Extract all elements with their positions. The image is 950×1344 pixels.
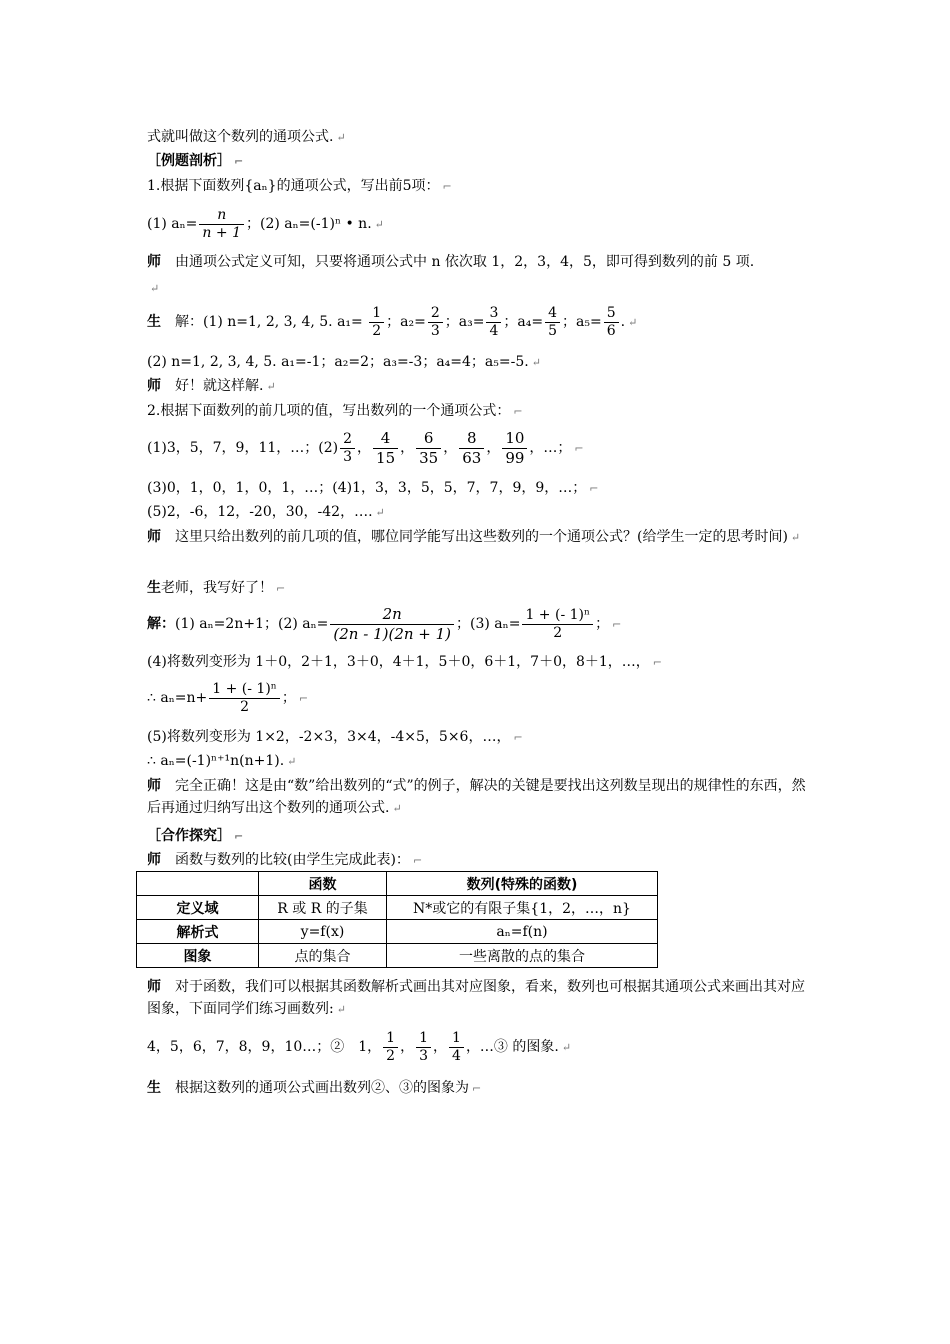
fraction: $\frac{2}{3}$ bbox=[340, 431, 355, 466]
fraction: $\frac{\text{1 + (- 1)ⁿ}}{2}$ bbox=[209, 681, 280, 716]
fraction: $\frac{2}{3}$ bbox=[428, 305, 443, 340]
question-2-line-1: (1)3，5，7，9，11，…；(2) $\frac{2}{3}$ ， $\frac{4}{15}$ ， $\frac{6}{35}$ ， $\frac{8}{63}$ ， $\frac{10}{99}$ ，…； ⌐ bbox=[147, 428, 584, 467]
table-cell: 函数 bbox=[259, 872, 387, 896]
teacher-line: 师 函数与数列的比较(由学生完成此表)： ⌐ bbox=[147, 852, 423, 868]
section-heading: ［例题剖析］ ⌐ bbox=[147, 153, 244, 169]
fraction: $\frac{3}{4}$ bbox=[486, 305, 501, 340]
section-heading: ［合作探究］ ⌐ bbox=[147, 828, 244, 844]
table-cell: 图象 bbox=[137, 944, 259, 968]
table-cell: 解析式 bbox=[137, 920, 259, 944]
table-cell bbox=[137, 872, 259, 896]
teacher-paragraph: 师 这里只给出数列的前几项的值，哪位同学能写出这些数列的一个通项公式？(给学生一定的思考时间) ↵ bbox=[147, 529, 801, 545]
question-2-line-3: (3)0，1，0，1，0，1，…；(4)1，3，3，5，5，7，7，9，9，…； ⌐ bbox=[147, 480, 599, 496]
fraction: $\frac{\text{1 + (- 1)ⁿ}}{2}$ bbox=[522, 607, 593, 642]
teacher-line: 师 由通项公式定义可知，只要将通项公式中 n 依次取 1，2，3，4，5，即可得到数列的前 5 项. bbox=[147, 254, 755, 270]
student-line: 生老师，我写好了！ ⌐ bbox=[147, 580, 286, 596]
answer-line-5b: ∴ aₙ=(-1)ⁿ⁺¹n(n+1). ↵ bbox=[147, 753, 297, 769]
table-cell: 数列(特殊的函数) bbox=[387, 872, 658, 896]
answer-line-4b: ∴ aₙ=n+ $\frac{\text{1 + (- 1)ⁿ}}{2}$ ； ⌐ bbox=[147, 680, 309, 715]
teacher-paragraph: 师 完全正确！这是由“数”给出数列的“式”的例子，解决的关键是要找出这列数呈现出的规律性的东西，然后再通过归纳写出这个数列的通项公式. ↵ bbox=[147, 778, 806, 816]
student-line: 生 解：(1) n=1, 2, 3, 4, 5. a₁= $\frac{1}{2}$ ；a₂= $\frac{2}{3}$ ；a₃= $\frac{3}{4}$ ；a₄= $\frac{4}{5}$ ；a₅= $\frac{5}{6}$ . ↵ bbox=[147, 304, 638, 339]
table-row bbox=[137, 920, 658, 944]
fraction: $\frac{5}{6}$ bbox=[604, 305, 619, 340]
question-1: 1.根据下面数列{aₙ}的通项公式，写出前5项： ⌐ bbox=[147, 178, 452, 194]
table-cell: R 或 R 的子集 bbox=[259, 896, 387, 920]
table-row bbox=[137, 944, 658, 968]
fraction: $\frac{8}{63}$ bbox=[459, 429, 484, 468]
question-2: 2.根据下面数列的前几项的值，写出数列的一个通项公式： ⌐ bbox=[147, 403, 523, 419]
fraction: $\frac{1}{4}$ bbox=[449, 1030, 464, 1065]
table-cell: aₙ=f(n) bbox=[387, 920, 658, 944]
table-cell: 定义域 bbox=[137, 896, 259, 920]
student-line: 生 根据这数列的通项公式画出数列②、③的图象为 ⌐ bbox=[147, 1080, 482, 1096]
comparison-table bbox=[136, 871, 658, 968]
table-header-row bbox=[137, 872, 658, 896]
table-cell: N*或它的有限子集{1，2，…，n} bbox=[387, 896, 658, 920]
student-line-2: (2) n=1, 2, 3, 4, 5. a₁=-1；a₂=2；a₃=-3；a₄=4；a₅=-5. ↵ bbox=[147, 354, 541, 370]
text-line: 式就叫做这个数列的通项公式. ↵ bbox=[147, 129, 346, 145]
fraction: $\frac{1}{2}$ bbox=[383, 1030, 398, 1065]
para-mark: ↵ bbox=[150, 282, 160, 295]
fraction: $\frac{4}{5}$ bbox=[545, 305, 560, 340]
table-row bbox=[137, 896, 658, 920]
answer-line-1: 解：(1) aₙ=2n+1；(2) aₙ= $\frac{2n}{(2n - 1)(2n + 1)}$ ；(3) aₙ= $\frac{\text{1 + (- 1)ⁿ}}{2}$ ； ⌐ bbox=[147, 604, 622, 643]
fraction: $\frac{n}{n + 1}$ bbox=[199, 207, 244, 242]
fraction: $\frac{10}{99}$ bbox=[502, 429, 527, 468]
fraction: $\frac{6}{35}$ bbox=[416, 429, 441, 468]
fraction: $\frac{2n}{(2n - 1)(2n + 1)}$ bbox=[330, 605, 454, 644]
table-cell: y=f(x) bbox=[259, 920, 387, 944]
answer-line-4: (4)将数列变形为 1＋0，2＋1，3＋0，4＋1，5＋0，6＋1，7＋0，8＋1，…， ⌐ bbox=[147, 654, 663, 670]
answer-line-5: (5)将数列变形为 1×2，-2×3，3×4，-4×5，5×6，…， ⌐ bbox=[147, 729, 523, 745]
fraction: $\frac{1}{3}$ bbox=[416, 1030, 431, 1065]
fraction: $\frac{1}{2}$ bbox=[369, 305, 384, 340]
fraction: $\frac{4}{15}$ bbox=[373, 429, 398, 468]
sequence-line: 4，5，6，7，8，9，10…；② 1， $\frac{1}{2}$ ， $\frac{1}{3}$ ， $\frac{1}{4}$ ，…③ 的图象. ↵ bbox=[147, 1029, 572, 1064]
question-1-formulas: (1) aₙ= $\frac{n}{n + 1}$ ；(2) aₙ=(-1)ⁿ • n. ↵ bbox=[147, 206, 384, 241]
teacher-paragraph: 师 对于函数，我们可以根据其函数解析式画出其对应图象，看来，数列也可根据其通项公式来画出其对应图象，下面同学们练习画数列: ↵ bbox=[147, 979, 805, 1017]
table-cell: 点的集合 bbox=[259, 944, 387, 968]
teacher-line: 师 好！就这样解. ↵ bbox=[147, 378, 276, 394]
question-2-line-5: (5)2，-6，12，-20，30，-42，…. ↵ bbox=[147, 504, 385, 520]
table-cell: 一些离散的点的集合 bbox=[387, 944, 658, 968]
